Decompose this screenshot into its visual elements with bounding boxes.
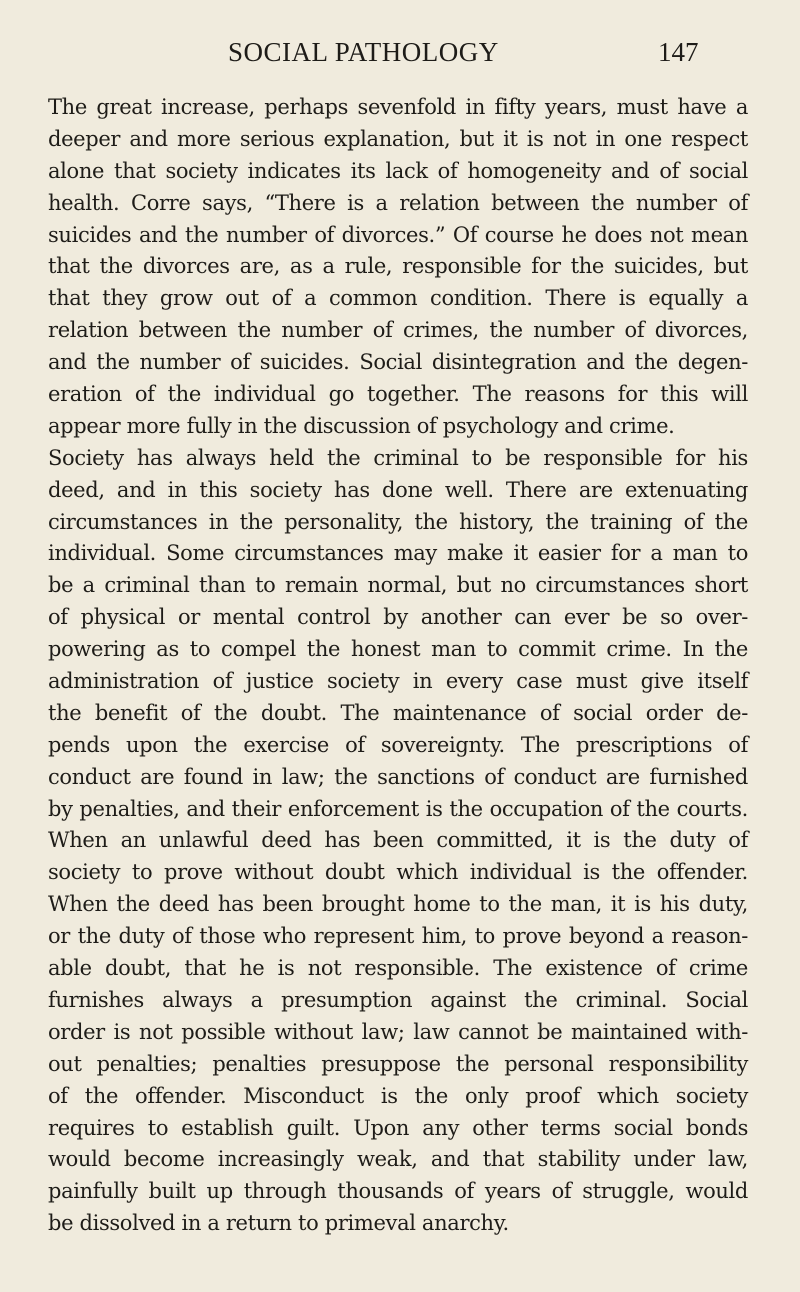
page-number: 147 bbox=[658, 37, 699, 67]
text-line: of the offender. Misconduct is the only proof which society bbox=[48, 1083, 748, 1108]
text-line: Society has always held the criminal to be responsible for his bbox=[48, 445, 748, 470]
text-line: circumstances in the personality, the history, the training of the bbox=[48, 509, 748, 534]
text-line: that the divorces are, as a rule, responsible for the suicides, but bbox=[48, 254, 748, 279]
text-line: deed, and in this society has done well. There are extenuating bbox=[48, 477, 748, 502]
text-line: able doubt, that he is not responsible. The existence of crime bbox=[48, 956, 748, 981]
text-line: When the deed has been brought home to the man, it is his duty, bbox=[48, 892, 748, 917]
running-head bbox=[0, 37, 800, 77]
text-line: would become increasingly weak, and that stability under law, bbox=[48, 1147, 748, 1172]
text-line: health. Corre says, “There is a relation between the number of bbox=[48, 190, 748, 215]
text-line: deeper and more serious explanation, but it is not in one respect bbox=[48, 126, 748, 151]
text-line: suicides and the number of divorces.” Of course he does not mean bbox=[48, 222, 748, 247]
text-line: out penalties; penalties presuppose the personal responsibility bbox=[48, 1051, 748, 1076]
text-line: administration of justice society in every case must give itself bbox=[48, 669, 748, 694]
text-line: conduct are found in law; the sanctions of conduct are furnished bbox=[48, 764, 748, 789]
text-line: painfully built up through thousands of years of struggle, would bbox=[48, 1179, 748, 1204]
text-line: by penalties, and their enforcement is the occupation of the courts. bbox=[48, 796, 748, 821]
text-line: the benefit of the doubt. The maintenance of social order de- bbox=[48, 700, 748, 725]
text-line: relation between the number of crimes, the number of divorces, bbox=[48, 318, 748, 343]
text-line: that they grow out of a common condition. There is equally a bbox=[48, 286, 748, 311]
text-line: powering as to compel the honest man to commit crime. In the bbox=[48, 637, 748, 662]
text-line: or the duty of those who represent him, to prove beyond a reason- bbox=[48, 924, 748, 949]
text-line: When an unlawful deed has been committed, it is the duty of bbox=[48, 828, 748, 853]
text-line: pends upon the exercise of sovereignty. The prescriptions of bbox=[48, 732, 748, 757]
text-line: be a criminal than to remain normal, but no circumstances short bbox=[48, 573, 748, 598]
text-line: requires to establish guilt. Upon any other terms social bonds bbox=[48, 1115, 748, 1140]
body-text bbox=[48, 92, 748, 1272]
text-line: be dissolved in a return to primeval anarchy. bbox=[48, 1211, 509, 1236]
text-line: appear more fully in the discussion of psychology and crime. bbox=[48, 413, 675, 438]
text-line: order is not possible without law; law cannot be maintained with- bbox=[48, 1019, 748, 1044]
text-line: society to prove without doubt which individual is the offender. bbox=[48, 860, 748, 885]
text-line: The great increase, perhaps sevenfold in fifty years, must have a bbox=[48, 95, 748, 119]
text-line: furnishes always a presumption against the criminal. Social bbox=[48, 987, 748, 1012]
text-line: eration of the individual go together. The reasons for this will bbox=[48, 382, 748, 407]
text-line: alone that society indicates its lack of homogeneity and of social bbox=[48, 158, 748, 183]
text-line: of physical or mental control by another can ever be so over- bbox=[48, 605, 748, 630]
text-line: individual. Some circumstances may make it easier for a man to bbox=[48, 541, 748, 566]
running-title: SOCIAL PATHOLOGY bbox=[228, 37, 499, 67]
text-line: and the number of suicides. Social disintegration and the degen- bbox=[48, 350, 748, 375]
